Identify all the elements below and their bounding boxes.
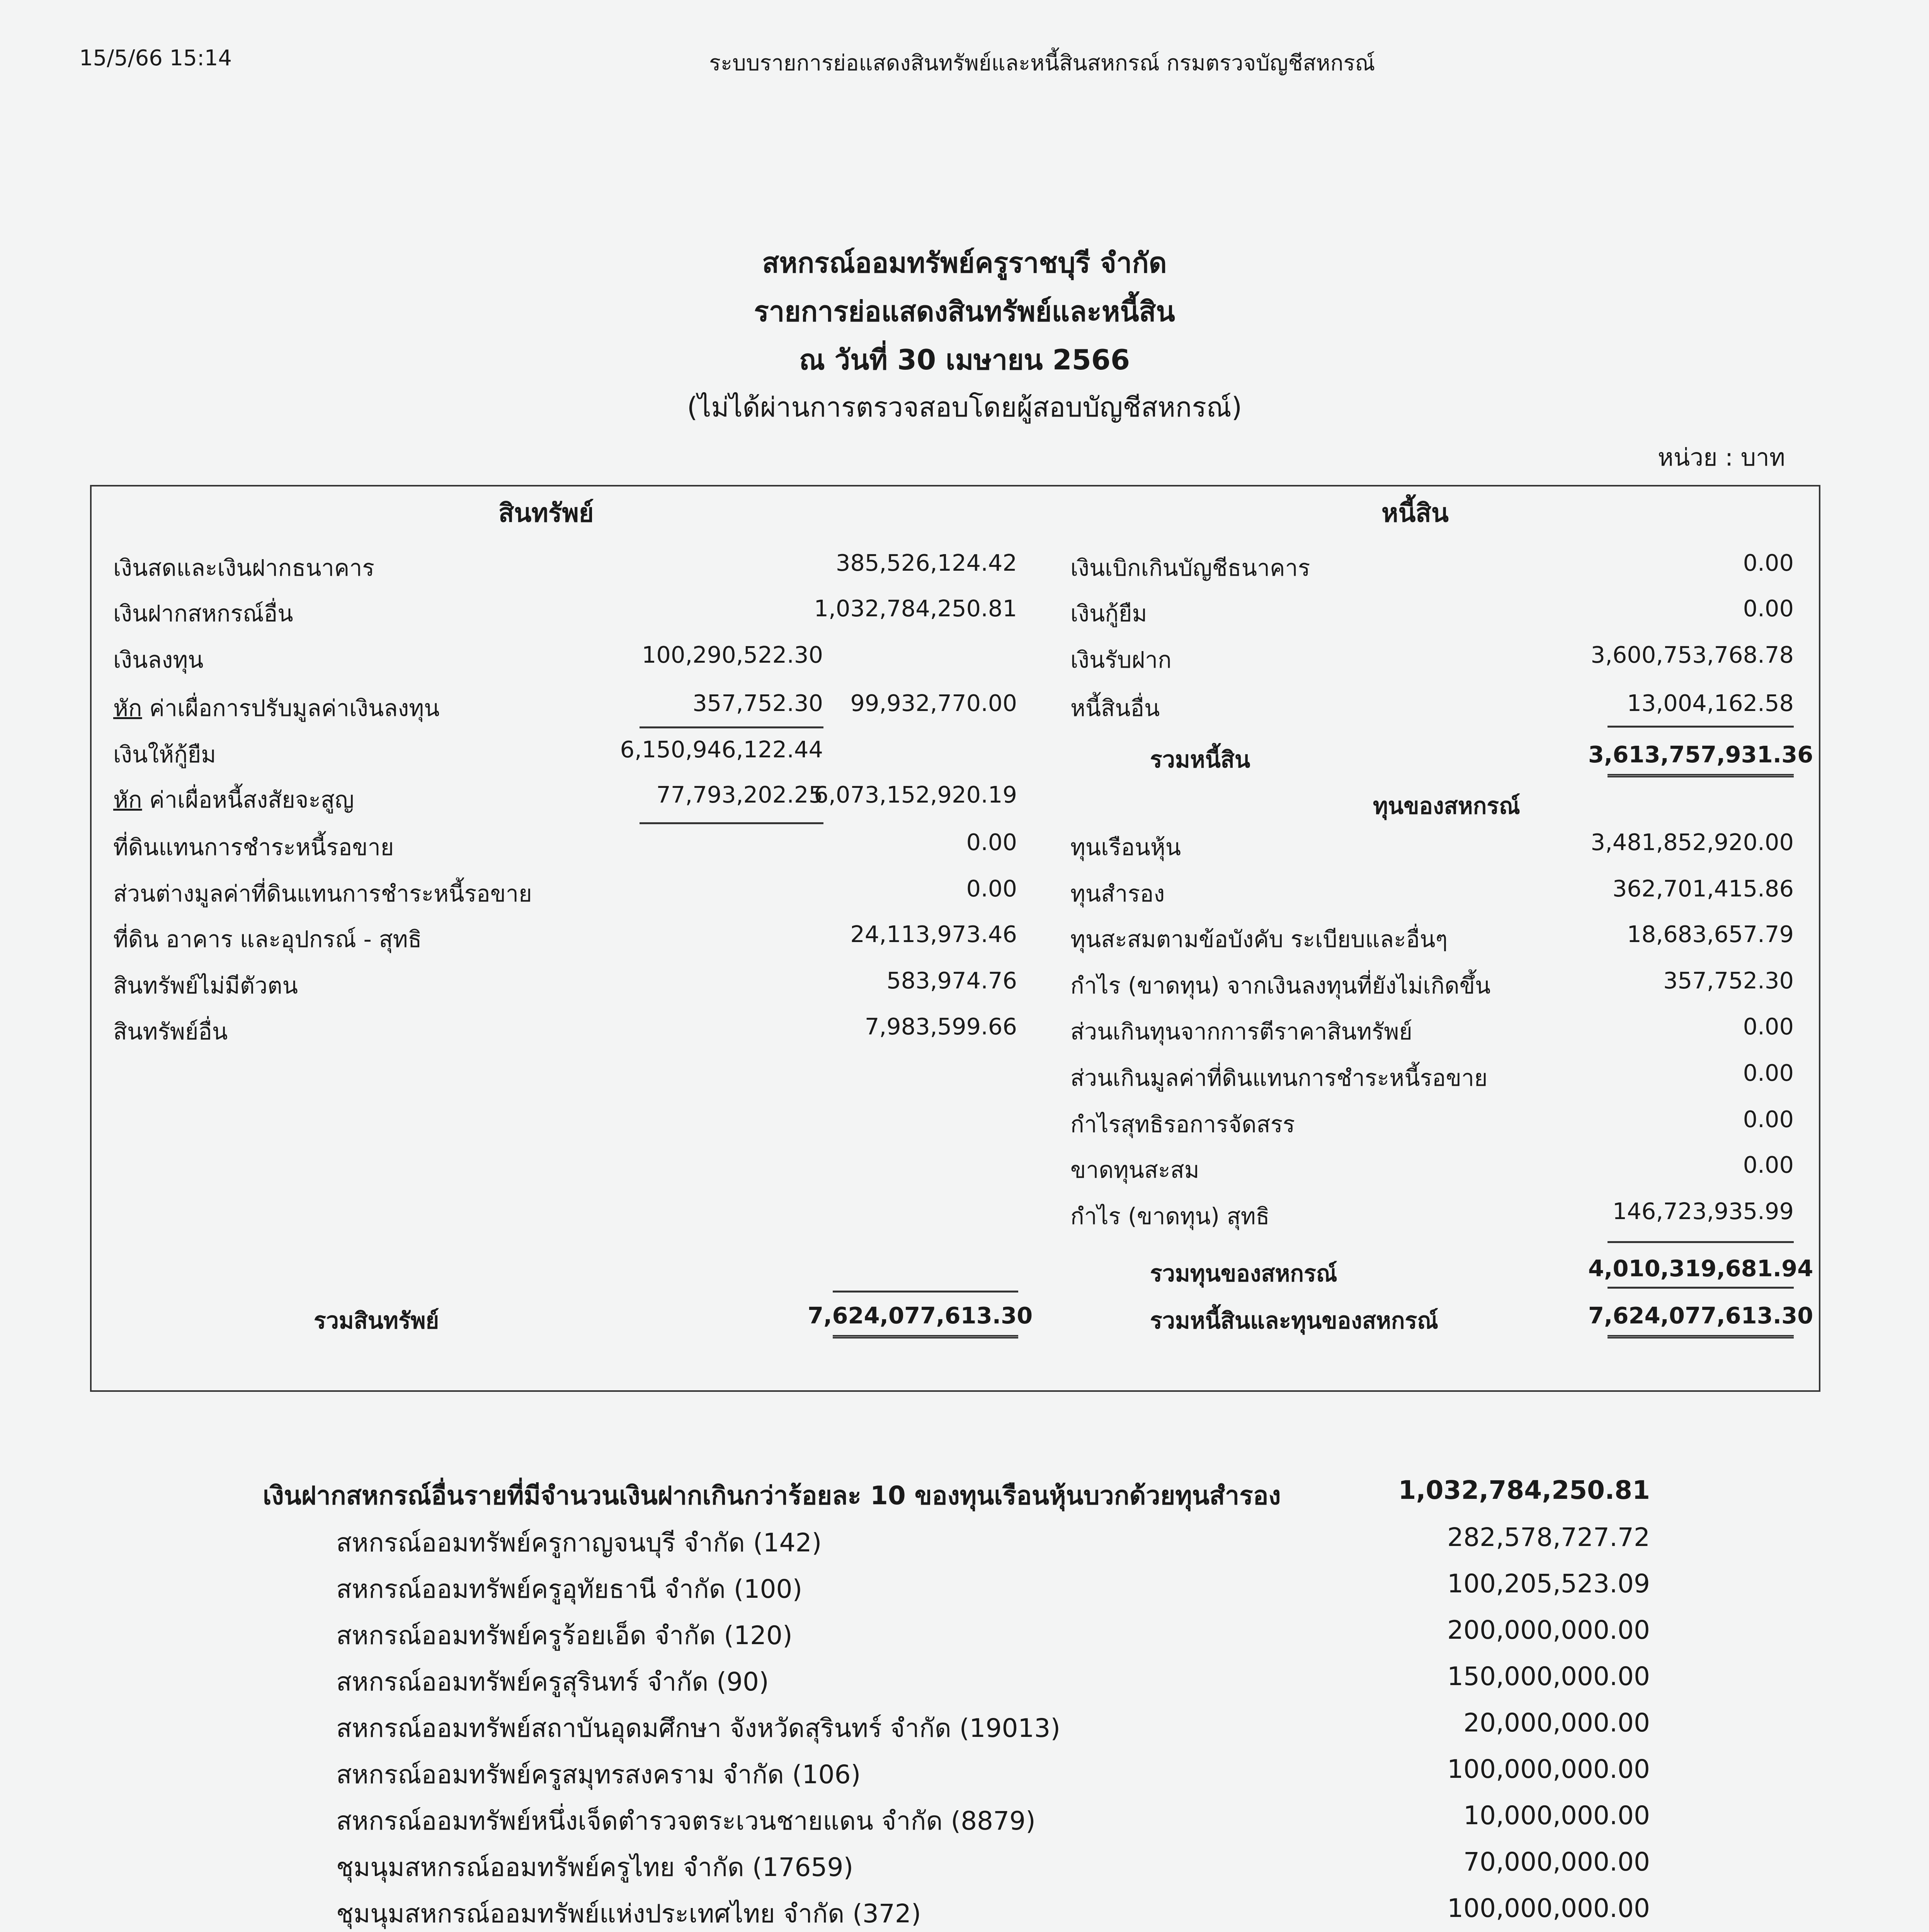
deposit-item-amount: 10,000,000.00 [1463, 1801, 1650, 1830]
asset-row-amount: 385,526,124.42 [835, 549, 1017, 576]
deposit-item-amount: 100,000,000.00 [1447, 1893, 1650, 1923]
asset-row-label: สินทรัพย์อื่น [113, 1018, 228, 1045]
deposit-item-label: สหกรณ์ออมทรัพย์ครูกาญจนบุรี จำกัด (142) [336, 1528, 822, 1558]
asset-row-subamount: 357,752.30 [692, 690, 823, 716]
asset-row-label: เงินให้กู้ยืม [113, 741, 216, 768]
equity-row-label: ขาดทุนสะสม [1070, 1156, 1199, 1183]
liability-row-amount: 13,004,162.58 [1627, 690, 1794, 716]
audit-note: (ไม่ได้ผ่านการตรวจสอบโดยผู้สอบบัญชีสหกรณ์) [687, 391, 1242, 423]
asset-row-amount: 7,983,599.66 [864, 1013, 1017, 1040]
asset-row-label: สินทรัพย์ไม่มีตัวตน [113, 972, 298, 999]
deposit-item-amount: 100,205,523.09 [1447, 1569, 1650, 1599]
liability-row-label: เงินเบิกเกินบัญชีธนาคาร [1070, 554, 1310, 581]
deposit-item-label: สหกรณ์ออมทรัพย์ครูสุรินทร์ จำกัด (90) [336, 1667, 769, 1697]
rule-line [1608, 1287, 1794, 1289]
asset-row-amount: 1,032,784,250.81 [814, 595, 1017, 622]
asset-row-amount: 0.00 [966, 875, 1017, 902]
assets-heading: สินทรัพย์ [498, 498, 594, 528]
asset-row-amount: 24,113,973.46 [850, 921, 1017, 947]
double-rule-line [1608, 1335, 1794, 1338]
equity-row-amount: 18,683,657.79 [1627, 921, 1794, 947]
rule-line [640, 726, 823, 728]
document-title: รายการย่อแสดงสินทรัพย์และหนี้สิน [754, 295, 1175, 328]
deposit-item-label: สหกรณ์ออมทรัพย์ครูร้อยเอ็ด จำกัด (120) [336, 1621, 793, 1650]
asset-row-subamount: 77,793,202.25 [656, 781, 823, 808]
asset-row-label: ที่ดินแทนการชำระหนี้รอขาย [113, 834, 394, 861]
equity-row-label: ส่วนเกินมูลค่าที่ดินแทนการชำระหนี้รอขาย [1070, 1065, 1488, 1091]
liability-row-label: เงินรับฝาก [1070, 646, 1172, 673]
equity-row-amount: 362,701,415.86 [1612, 875, 1794, 902]
deposits-heading: เงินฝากสหกรณ์อื่นรายที่มีจำนวนเงินฝากเกินกว่าร้อยละ 10 ของทุนเรือนหุ้นบวกด้วยทุนสำรอง [263, 1481, 1281, 1510]
rule-line [1608, 1241, 1794, 1243]
deposit-item-amount: 150,000,000.00 [1447, 1662, 1650, 1691]
grand-total-label: รวมหนี้สินและทุนของสหกรณ์ [1150, 1307, 1438, 1334]
deduct-prefix: หัก [113, 695, 142, 721]
equity-row-amount: 0.00 [1743, 1106, 1794, 1133]
asset-row-label [113, 781, 354, 818]
equity-heading: ทุนของสหกรณ์ [1373, 793, 1520, 819]
equity-row-label: กำไร (ขาดทุน) สุทธิ [1070, 1203, 1270, 1230]
equity-row-amount: 146,723,935.99 [1612, 1198, 1794, 1225]
liability-row-amount: 0.00 [1743, 549, 1794, 576]
deposit-item-label: สหกรณ์ออมทรัพย์ครูสมุทรสงคราม จำกัด (106) [336, 1760, 861, 1789]
deposit-item-amount: 282,578,727.72 [1447, 1522, 1650, 1552]
rule-line [1608, 726, 1794, 728]
equity-row-label: กำไรสุทธิรอการจัดสรร [1070, 1111, 1295, 1138]
asset-row-label: ที่ดิน อาคาร และอุปกรณ์ - สุทธิ [113, 926, 422, 952]
deposit-item-amount: 200,000,000.00 [1447, 1615, 1650, 1645]
asset-row-label: ส่วนต่างมูลค่าที่ดินแทนการชำระหนี้รอขาย [113, 880, 532, 907]
deposit-item-amount: 100,000,000.00 [1447, 1754, 1650, 1784]
equity-row-label: กำไร (ขาดทุน) จากเงินลงทุนที่ยังไม่เกิดขึ้น [1070, 972, 1491, 999]
asset-row-amount: 6,073,152,920.19 [814, 781, 1017, 808]
system-title: ระบบรายการย่อแสดงสินทรัพย์และหนี้สินสหกรณ์ กรมตรวจบัญชีสหกรณ์ [709, 51, 1375, 76]
deposit-item-label: สหกรณ์ออมทรัพย์ครูอุทัยธานี จำกัด (100) [336, 1574, 803, 1604]
deposit-item-amount: 70,000,000.00 [1463, 1847, 1650, 1877]
rule-line [640, 822, 823, 824]
double-rule-line [1608, 774, 1794, 777]
equity-row-amount: 3,481,852,920.00 [1590, 829, 1794, 855]
asset-row-label: เงินสดและเงินฝากธนาคาร [113, 554, 374, 581]
equity-row-amount: 0.00 [1743, 1151, 1794, 1178]
asset-row-label-text: ค่าเผื่อหนี้สงสัยจะสูญ [142, 786, 354, 813]
equity-row-label: ทุนสำรอง [1070, 880, 1165, 907]
asset-row-label [113, 690, 439, 726]
double-rule-line [833, 1335, 1018, 1338]
equity-row-amount: 357,752.30 [1663, 967, 1794, 994]
equity-row-label: ส่วนเกินทุนจากการตีราคาสินทรัพย์ [1070, 1018, 1412, 1045]
deposit-item-label: สหกรณ์ออมทรัพย์หนึ่งเจ็ดตำรวจตระเวนชายแดน จำกัด (8879) [336, 1806, 1036, 1836]
total-equity-amount: 4,010,319,681.94 [1588, 1255, 1813, 1282]
deposit-item-amount: 20,000,000.00 [1463, 1708, 1650, 1738]
total-assets-amount: 7,624,077,613.30 [808, 1302, 1033, 1329]
total-liabilities-label: รวมหนี้สิน [1150, 746, 1250, 773]
asset-row-label: เงินลงทุน [113, 646, 204, 673]
equity-row-amount: 0.00 [1743, 1013, 1794, 1040]
liability-row-amount: 0.00 [1743, 595, 1794, 622]
asset-row-subamount: 6,150,946,122.44 [620, 736, 823, 763]
liability-row-label: เงินกู้ยืม [1070, 600, 1147, 627]
equity-row-label: ทุนเรือนหุ้น [1070, 834, 1181, 861]
as-of-date: ณ วันที่ 30 เมษายน 2566 [799, 344, 1130, 376]
deposit-item-label: ชุมนุมสหกรณ์ออมทรัพย์ครูไทย จำกัด (17659) [336, 1852, 854, 1882]
asset-row-subamount: 100,290,522.30 [641, 641, 823, 668]
asset-row-label-text: ค่าเผื่อการปรับมูลค่าเงินลงทุน [142, 695, 440, 721]
asset-row-amount: 583,974.76 [886, 967, 1017, 994]
liability-row-label: หนี้สินอื่น [1070, 695, 1160, 721]
liability-row-amount: 3,600,753,768.78 [1590, 641, 1794, 668]
unit-label: หน่วย : บาท [1658, 443, 1785, 471]
equity-row-amount: 0.00 [1743, 1060, 1794, 1086]
deposit-item-label: ชุมนุมสหกรณ์ออมทรัพย์แห่งประเทศไทย จำกัด (372) [336, 1899, 921, 1929]
deposit-item-label: สหกรณ์ออมทรัพย์สถาบันอุดมศึกษา จังหวัดสุรินทร์ จำกัด (19013) [336, 1713, 1061, 1743]
total-liabilities-amount: 3,613,757,931.36 [1588, 741, 1813, 768]
asset-row-label: เงินฝากสหกรณ์อื่น [113, 600, 293, 627]
asset-row-amount: 0.00 [966, 829, 1017, 855]
total-assets-label: รวมสินทรัพย์ [314, 1307, 439, 1334]
equity-row-label: ทุนสะสมตามข้อบังคับ ระเบียบและอื่นๆ [1070, 926, 1448, 952]
cooperative-name: สหกรณ์ออมทรัพย์ครูราชบุรี จำกัด [762, 247, 1167, 279]
grand-total-amount: 7,624,077,613.30 [1588, 1302, 1813, 1329]
total-equity-label: รวมทุนของสหกรณ์ [1150, 1260, 1337, 1287]
deduct-prefix: หัก [113, 786, 142, 813]
rule-line [833, 1291, 1018, 1293]
liabilities-heading: หนี้สิน [1381, 498, 1449, 528]
print-datetime: 15/5/66 15:14 [79, 46, 232, 71]
deposits-heading-amount: 1,032,784,250.81 [1398, 1475, 1650, 1505]
asset-row-amount: 99,932,770.00 [850, 690, 1017, 716]
